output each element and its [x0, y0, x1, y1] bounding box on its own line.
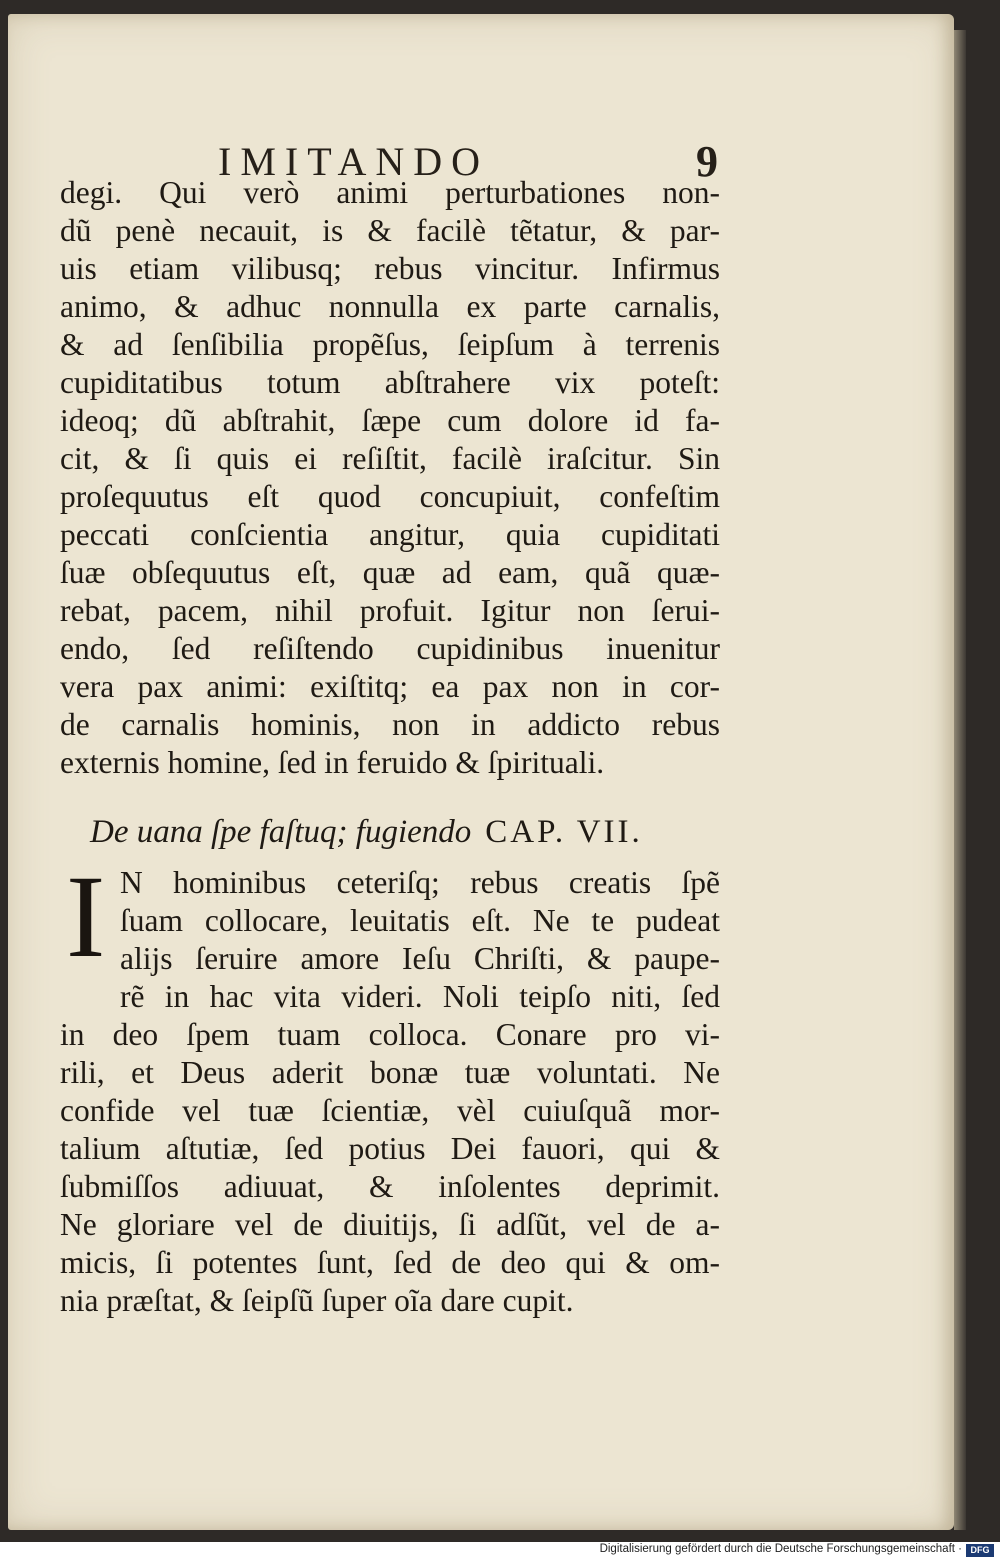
text-line: externis homine, ſed in feruido & ſpirituali. — [60, 745, 605, 780]
chapter-number: CAP. VII. — [485, 814, 643, 850]
text-line: ſuam collocare, leuitatis eſt. Ne te pudeat — [120, 903, 720, 938]
text-line: Ne gloriare vel de diuitijs, ſi adſũt, vel de a- — [60, 1207, 720, 1242]
text-line: vera pax animi: exiſtitq; ea pax non in cor- — [60, 669, 720, 704]
text-line: N hominibus ceteriſq; rebus creatis ſpẽ — [120, 865, 720, 900]
chapter-title: De uana ſpe faſtuq; fugiendo — [90, 814, 472, 850]
drop-initial: I — [66, 851, 106, 982]
page-number: 9 — [696, 137, 718, 186]
text-line: peccati conſcientia angitur, quia cupiditati — [60, 517, 720, 552]
text-line: endo, ſed reſiſtendo cupidinibus inuenitur — [60, 631, 720, 666]
text-line: alijs ſeruire amore Ieſu Chriſti, & paupe- — [120, 941, 720, 976]
text-line: dũ penè necauit, is & facilè tẽtatur, & par- — [60, 213, 720, 248]
text-line: nia præſtat, & ſeipſũ ſuper oĩa dare cupit. — [60, 1283, 574, 1318]
text-line: & ad ſenſibilia propẽſus, ſeipſum à terrenis — [60, 327, 720, 362]
text-line: confide vel tuæ ſcientiæ, vèl cuiuſquã mor- — [60, 1093, 720, 1128]
text-line: rẽ in hac vita videri. Noli teipſo niti, ſed — [120, 979, 720, 1014]
text-line: degi. Qui verò animi perturbationes non- — [60, 175, 720, 210]
text-line: rebat, pacem, nihil profuit. Igitur non ſerui- — [60, 593, 720, 628]
text-line: uis etiam vilibusq; rebus vincitur. Infirmus — [60, 251, 720, 286]
book-page — [8, 14, 954, 1530]
page-edge-shadow — [954, 30, 966, 1530]
digitization-footer — [0, 1542, 1000, 1560]
running-head-title: IMITANDO — [218, 139, 489, 184]
text-line: micis, ſi potentes ſunt, ſed de deo qui & om- — [60, 1245, 720, 1280]
text-line: de carnalis hominis, non in addicto rebus — [60, 707, 720, 742]
text-line: rili, et Deus aderit bonæ tuæ voluntati. Ne — [60, 1055, 720, 1090]
footer-credit: Digitalisierung gefördert durch die Deutsche Forschungsgemeinschaft · — [599, 1543, 962, 1555]
text-line: ideoq; dũ abſtrahit, ſæpe cum dolore id fa- — [60, 403, 720, 438]
text-line: animo, & adhuc nonnulla ex parte carnalis, — [60, 289, 720, 324]
dfg-logo-icon: DFG — [966, 1544, 994, 1557]
text-line: in deo ſpem tuam colloca. Conare pro vi- — [60, 1017, 720, 1052]
text-line: cupiditatibus totum abſtrahere vix poteſt: — [60, 365, 720, 400]
text-line: ſuæ obſequutus eſt, quæ ad eam, quã quæ- — [60, 555, 720, 590]
text-line: talium aſtutiæ, ſed potius Dei fauori, qui & — [60, 1131, 720, 1166]
text-line: cit, & ſi quis ei reſiſtit, facilè iraſcitur. Sin — [60, 441, 720, 476]
text-line: ſubmiſſos adiuuat, & inſolentes deprimit. — [60, 1169, 720, 1204]
text-line: proſequutus eſt quod concupiuit, confeſtim — [60, 479, 720, 514]
chapter-heading — [90, 814, 690, 851]
